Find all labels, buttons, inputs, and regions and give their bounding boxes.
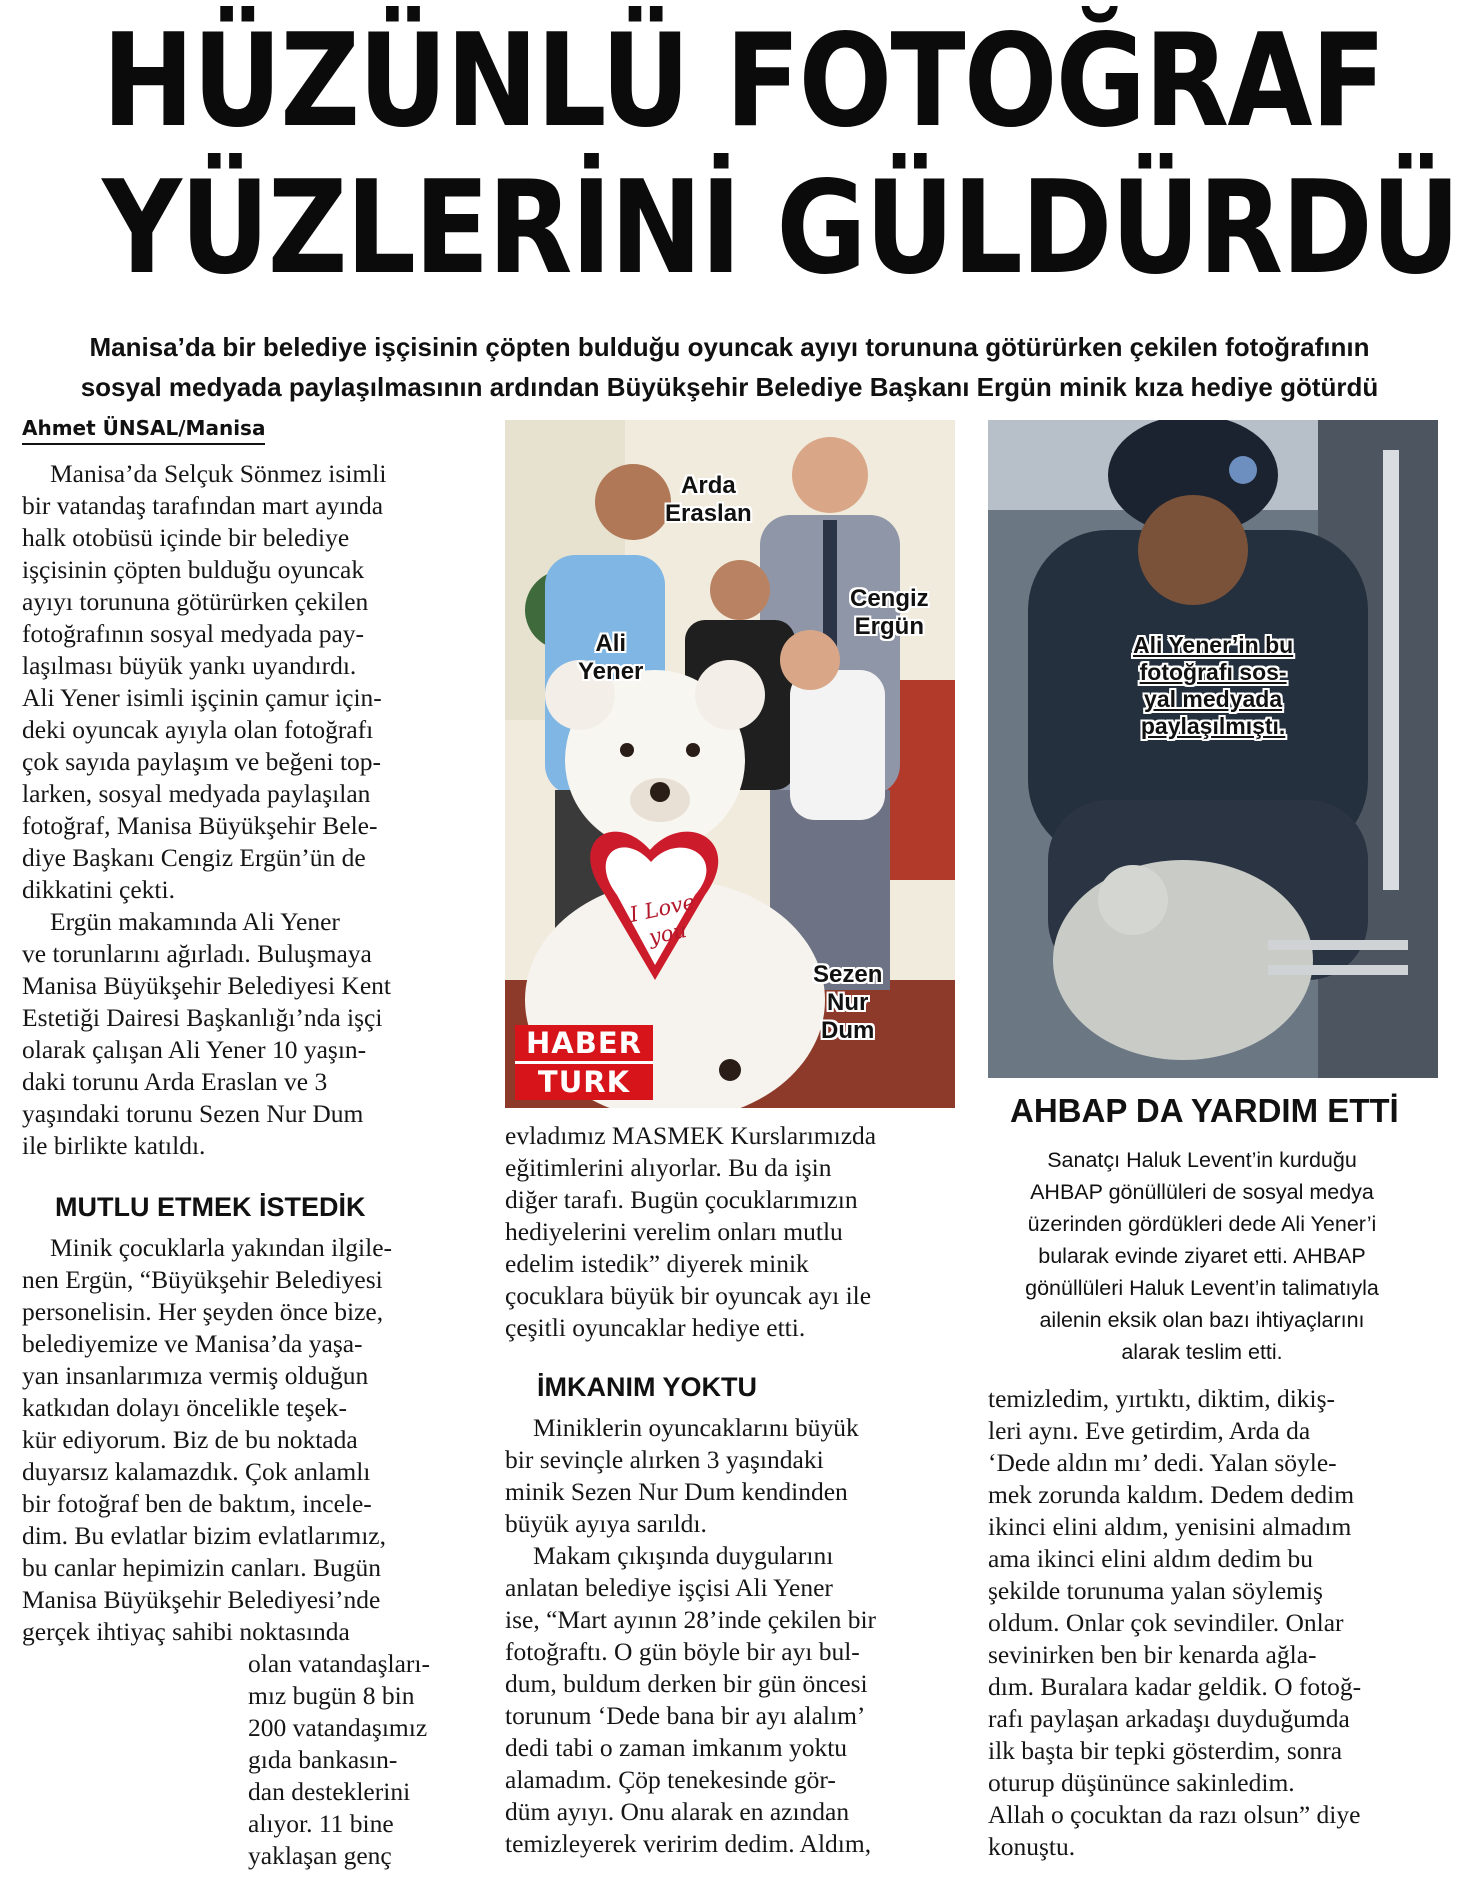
- text-line: minik Sezen Nur Dum kendinden: [505, 1477, 848, 1506]
- text-line: sevinirken ben bir kenarda ağla-: [988, 1640, 1317, 1669]
- text-line: Manisa Büyükşehir Belediyesi’nde: [22, 1585, 381, 1614]
- text-line: deki oyuncak ayıyla olan fotoğrafı: [22, 715, 374, 744]
- column-3: [988, 1383, 1438, 1863]
- text-line: hediyelerini verelim onları mutlu: [505, 1217, 843, 1246]
- text-line: dikkatini çekti.: [22, 875, 175, 904]
- column-1-paragraph-1: [22, 458, 472, 906]
- text-line: ikinci elini aldım, yenisini almadım: [988, 1512, 1352, 1541]
- text-line: duyarsız kalamazdık. Çok anlamlı: [22, 1457, 371, 1486]
- text-line: laşılması büyük yankı uyandırdı.: [22, 651, 357, 680]
- bus-photo-caption: [1133, 632, 1293, 740]
- label-sezen-line-2: Nur: [827, 989, 869, 1016]
- deck-line-2: sosyal medyada paylaşılmasının ardından Büyükşehir Belediye Başkanı Ergün minik kıza hediye götürdü: [80, 372, 1379, 402]
- text-line: şekilde torunuma yalan söylemiş: [988, 1576, 1323, 1605]
- ahbap-line: üzerinden gördükleri dede Ali Yener’i: [1027, 1212, 1377, 1236]
- text-line: çocuklara büyük bir oyuncak ayı ile: [505, 1281, 872, 1310]
- ahbap-line: gönüllüleri Haluk Levent’in talimatıyla: [1025, 1276, 1379, 1300]
- text-line: Allah o çocuktan da razı olsun” diye: [988, 1800, 1361, 1829]
- text-line: Manisa’da Selçuk Sönmez isimli: [50, 459, 387, 488]
- text-line: ayıyı torununa götürürken çekilen: [22, 587, 369, 616]
- ahbap-box-title: AHBAP DA YARDIM ETTİ: [1010, 1092, 1399, 1129]
- label-cengiz-ergun: [850, 585, 929, 641]
- column-2-paragraph-3: [505, 1540, 965, 1860]
- subhead-imkanim-yoktu: İMKANIM YOKTU: [537, 1372, 757, 1402]
- headline-line-1: HÜZÜNLÜ FOTOĞRAF: [102, 7, 1385, 156]
- text-line: olarak çalışan Ali Yener 10 yaşın-: [22, 1035, 367, 1064]
- text-line: yan insanlarımıza vermiş olduğun: [22, 1361, 369, 1390]
- text-line: dan desteklerini: [248, 1777, 411, 1806]
- text-line: Estetiği Dairesi Başkanlığı’nda işçi: [22, 1003, 383, 1032]
- text-line: Ergün makamında Ali Yener: [50, 907, 340, 936]
- text-line: ise, “Mart ayının 28’inde çekilen bir: [505, 1605, 877, 1634]
- photo-bus-illustration: [988, 420, 1438, 1078]
- text-line: kür ediyorum. Biz de bu noktada: [22, 1425, 358, 1454]
- deck-line-1: Manisa’da bir belediye işçisinin çöpten bulduğu oyuncak ayıyı torununa götürürken çekilen fotoğrafının: [89, 332, 1370, 362]
- text-line: nen Ergün, “Büyükşehir Belediyesi: [22, 1265, 383, 1294]
- text-line: yaşındaki torunu Sezen Nur Dum: [22, 1099, 364, 1128]
- column-3-paragraph-1: [988, 1383, 1438, 1863]
- text-line: Minik çocuklarla yakından ilgile-: [50, 1233, 393, 1262]
- label-arda-eraslan: [665, 472, 752, 528]
- text-line: personelisin. Her şeyden önce bize,: [22, 1297, 384, 1326]
- column-1: [22, 458, 472, 1162]
- column-2-paragraph-1: [505, 1120, 965, 1344]
- column-1-wrap: [248, 1648, 478, 1872]
- text-line: bir fotoğraf ben de baktım, incele-: [22, 1489, 372, 1518]
- bus-caption-line-2: fotoğrafı sos-: [1139, 659, 1287, 685]
- text-line: diğer tarafı. Bugün çocuklarımızın: [505, 1185, 858, 1214]
- text-line: bir vatandaş tarafından mart ayında: [22, 491, 384, 520]
- ahbap-box-text: [1022, 1144, 1382, 1368]
- label-ali-yener: [578, 630, 643, 686]
- ahbap-line: alarak teslim etti.: [1121, 1340, 1283, 1364]
- text-line: işçisinin çöpten bulduğu oyuncak: [22, 555, 365, 584]
- text-line: eğitimlerini alıyorlar. Bu da işin: [505, 1153, 832, 1182]
- column-1-paragraph-3-continued: [248, 1648, 478, 1872]
- text-line: ama ikinci elini aldım dedim bu: [988, 1544, 1314, 1573]
- text-line: ve torunlarını ağırladı. Buluşmaya: [22, 939, 372, 968]
- subhead-mutlu-etmek: MUTLU ETMEK İSTEDİK: [55, 1192, 366, 1222]
- text-line: gerçek ihtiyaç sahibi noktasında: [22, 1617, 350, 1646]
- heart-text-line-2: you: [646, 918, 689, 950]
- column-1-paragraph-3: [22, 1232, 472, 1648]
- text-line: dedi tabi o zaman imkanım yoktu: [505, 1733, 848, 1762]
- label-arda-line-2: Eraslan: [665, 500, 752, 527]
- text-line: larken, sosyal medyada paylaşılan: [22, 779, 371, 808]
- text-line: Ali Yener isimli işçinin çamur için-: [22, 683, 382, 712]
- label-ali-line-1: Ali: [595, 630, 627, 657]
- text-line: anlatan belediye işçisi Ali Yener: [505, 1573, 833, 1602]
- text-line: torunum ‘Dede bana bir ayı alalım’: [505, 1701, 866, 1730]
- text-line: bir sevinçle alırken 3 yaşındaki: [505, 1445, 824, 1474]
- photo-group-with-teddy: [505, 420, 955, 1108]
- byline: Ahmet ÜNSAL/Manisa: [22, 416, 265, 445]
- text-line: evladımız MASMEK Kurslarımızda: [505, 1121, 877, 1150]
- text-line: dim. Bu evlatlar bizim evlatlarımız,: [22, 1521, 386, 1550]
- ahbap-line: AHBAP gönüllüleri de sosyal medya: [1030, 1180, 1374, 1204]
- column-1-lower: [22, 1232, 472, 1648]
- haberturk-logo: [515, 1025, 653, 1100]
- bus-caption-line-1: Ali Yener’in bu: [1133, 632, 1294, 658]
- column-2-paragraph-2: [505, 1412, 965, 1540]
- text-line: yaklaşan genç: [248, 1841, 392, 1870]
- text-line: Makam çıkışında duygularını: [533, 1541, 834, 1570]
- text-line: oturup düşününce sakinledim.: [988, 1768, 1295, 1797]
- text-line: belediyemize ve Manisa’da yaşa-: [22, 1329, 363, 1358]
- bus-caption-line-4: paylaşılmıştı.: [1140, 713, 1286, 739]
- text-line: Miniklerin oyuncaklarını büyük: [533, 1413, 859, 1442]
- bus-caption-line-3: yal medyada: [1144, 686, 1283, 712]
- text-line: olan vatandaşları-: [248, 1649, 430, 1678]
- text-line: büyük ayıya sarıldı.: [505, 1509, 707, 1538]
- text-line: çok sayıda paylaşım ve beğeni top-: [22, 747, 382, 776]
- ahbap-line: Sanatçı Haluk Levent’in kurduğu: [1047, 1148, 1357, 1172]
- text-line: temizleyerek veririm dedim. Aldım,: [505, 1829, 872, 1858]
- text-line: çeşitli oyuncaklar hediye etti.: [505, 1313, 806, 1342]
- text-line: leri aynı. Eve getirdim, Arda da: [988, 1416, 1311, 1445]
- text-line: oldum. Onlar çok sevindiler. Onlar: [988, 1608, 1344, 1637]
- text-line: dum, buldum derken bir gün öncesi: [505, 1669, 868, 1698]
- text-line: rafı paylaşan arkadaşı duyduğumda: [988, 1704, 1350, 1733]
- text-line: ile birlikte katıldı.: [22, 1131, 206, 1160]
- label-ali-line-2: Yener: [578, 658, 644, 685]
- haberturk-logo-line-2: TURK: [515, 1061, 653, 1100]
- text-line: fotoğraftı. O gün böyle bir ayı bul-: [505, 1637, 860, 1666]
- text-line: diye Başkanı Cengiz Ergün’ün de: [22, 843, 366, 872]
- text-line: gıda bankasın-: [248, 1745, 398, 1774]
- label-sezen-line-1: Sezen: [813, 961, 883, 988]
- text-line: edelim istedik” diyerek minik: [505, 1249, 809, 1278]
- text-line: düm ayıyı. Onu alarak en azından: [505, 1797, 850, 1826]
- label-sezen-nur-dum: [813, 961, 882, 1045]
- text-line: temizledim, yırtıktı, diktim, dikiş-: [988, 1384, 1336, 1413]
- text-line: Manisa Büyükşehir Belediyesi Kent: [22, 971, 391, 1000]
- text-line: katkıdan dolayı öncelikle teşek-: [22, 1393, 348, 1422]
- text-line: mek zorunda kaldım. Dedem dedim: [988, 1480, 1355, 1509]
- column-1-paragraph-2: [22, 906, 472, 1162]
- text-line: ilk başta bir tepki gösterdim, sonra: [988, 1736, 1343, 1765]
- text-line: halk otobüsü içinde bir belediye: [22, 523, 350, 552]
- text-line: mız bugün 8 bin: [248, 1681, 415, 1710]
- ahbap-line: ailenin eksik olan bazı ihtiyaçlarını: [1039, 1308, 1365, 1332]
- column-2-lower: [505, 1412, 965, 1860]
- text-line: daki torunu Arda Eraslan ve 3: [22, 1067, 328, 1096]
- ahbap-line: bularak evinde ziyaret etti. AHBAP: [1038, 1244, 1366, 1268]
- label-cengiz-line-2: Ergün: [854, 613, 924, 640]
- haberturk-logo-line-1: HABER: [526, 1026, 642, 1060]
- heart-text-line-1: I Love: [627, 889, 697, 927]
- text-line: ‘Dede aldın mı’ dedi. Yalan söyle-: [988, 1448, 1337, 1477]
- photo-bus-worker: [988, 420, 1438, 1078]
- column-2: [505, 1120, 965, 1344]
- text-line: fotoğrafının sosyal medyada pay-: [22, 619, 365, 648]
- text-line: dım. Buralara kadar geldik. O fotoğ-: [988, 1672, 1362, 1701]
- text-line: konuştu.: [988, 1832, 1076, 1861]
- text-line: 200 vatandaşımız: [248, 1713, 428, 1742]
- text-line: alamadım. Çöp tenekesinde gör-: [505, 1765, 836, 1794]
- label-cengiz-line-1: Cengiz: [850, 585, 929, 612]
- text-line: alıyor. 11 bine: [248, 1809, 394, 1838]
- text-line: fotoğraf, Manisa Büyükşehir Bele-: [22, 811, 378, 840]
- label-arda-line-1: Arda: [681, 472, 736, 499]
- text-line: bu canlar hepimizin canları. Bugün: [22, 1553, 382, 1582]
- label-sezen-line-3: Dum: [821, 1017, 875, 1044]
- headline-line-2: YÜZLERİNİ GÜLDÜRDÜ: [102, 154, 1459, 303]
